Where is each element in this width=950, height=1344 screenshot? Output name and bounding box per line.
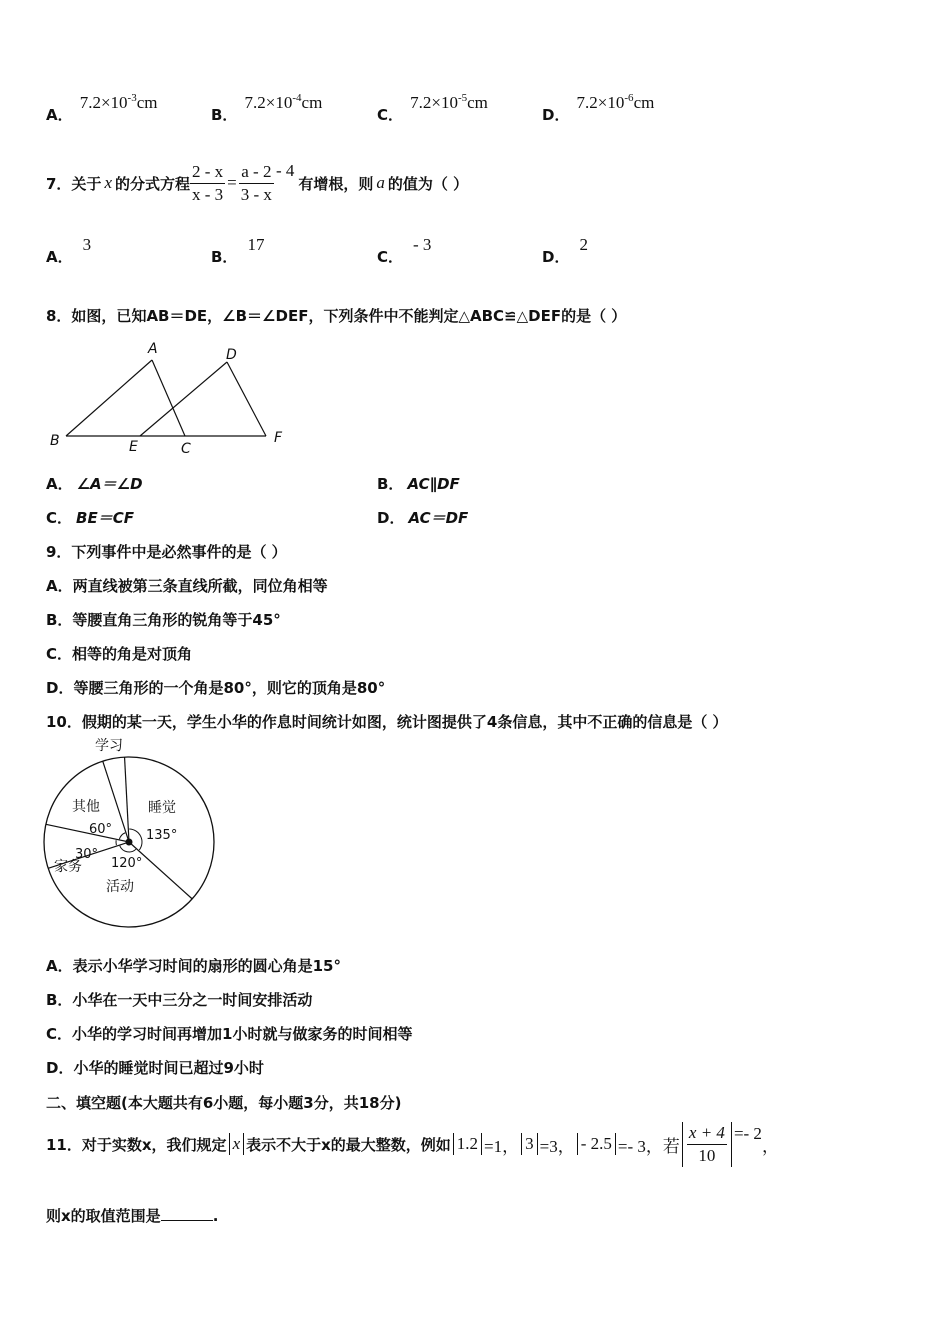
q7-option-c[interactable]: C．- 3 xyxy=(377,235,432,266)
q8-triangle-figure xyxy=(40,335,300,460)
unit: cm xyxy=(633,93,655,112)
line-ac xyxy=(152,360,185,436)
angle-label-activity: 120° xyxy=(111,856,143,871)
exponent: -5 xyxy=(457,92,468,104)
option-letter: C． xyxy=(377,106,404,124)
answer-blank[interactable] xyxy=(161,1206,213,1221)
q8-option-d[interactable]: D． AC＝DF xyxy=(377,509,469,527)
q10-option-d[interactable]: D．小华的睡觉时间已超过9小时 xyxy=(46,1059,264,1077)
q10-option-b[interactable]: B．小华在一天中三分之一时间安排活动 xyxy=(46,991,313,1009)
point-label-c: C xyxy=(181,441,191,457)
fraction-2: $\frac{a - 2}{3 - x}$ xyxy=(240,161,272,204)
line-df xyxy=(227,362,266,436)
option-letter: A． xyxy=(46,106,73,124)
point-label-a: A xyxy=(148,341,158,357)
q9-option-c[interactable]: C．相等的角是对顶角 xyxy=(46,645,193,663)
section-2-heading: 二、填空题(本大题共有6小题，每小题3分，共18分) xyxy=(46,1094,402,1112)
q8-option-a[interactable]: A． ∠A＝∠D xyxy=(46,475,143,493)
q7-stem: 7．关于 x 的分式方程 $\frac{2 - x}{x - 3}$ = $\frac{a - 2}{3 - x}$ - 4 有增根，则 a 的值为（ ） xyxy=(46,161,469,204)
q10-stem: 10．假期的某一天，学生小华的作息时间统计如图，统计图提供了4条信息，其中不正确的信息是（ ） xyxy=(46,713,728,731)
unit: cm xyxy=(301,93,323,112)
q8-option-b[interactable]: B． AC∥DF xyxy=(377,475,460,493)
var-x: x xyxy=(104,173,112,192)
floor-x: x xyxy=(229,1133,245,1155)
option-letter: B． xyxy=(211,106,238,124)
angle-label-sleep: 135° xyxy=(146,828,178,843)
q9-option-a[interactable]: A．两直线被第三条直线所截，同位角相等 xyxy=(46,577,328,595)
pie-label-activity: 活动 xyxy=(106,879,134,895)
fraction-1: $\frac{2 - x}{x - 3}$ xyxy=(192,161,224,204)
floor-example-1: 1.2 xyxy=(453,1133,482,1155)
q9-option-b[interactable]: B．等腰直角三角形的锐角等于45° xyxy=(46,611,281,629)
unit: cm xyxy=(136,93,158,112)
mantissa: 7.2×10 xyxy=(79,93,128,112)
exponent: -3 xyxy=(127,92,137,104)
pie-slice-boundary-其他 xyxy=(46,824,129,842)
var-a: a xyxy=(376,173,385,192)
pie-label-chores: 家务 xyxy=(54,859,82,875)
mantissa: 7.2×10 xyxy=(576,93,625,112)
mantissa: 7.2×10 xyxy=(410,93,458,112)
pie-angle-arc-其他 xyxy=(119,833,125,840)
point-label-b: B xyxy=(50,433,60,449)
line-ba xyxy=(66,360,152,436)
angle-label-other: 60° xyxy=(89,822,113,837)
point-label-f: F xyxy=(274,430,283,446)
point-label-d: D xyxy=(226,347,237,363)
floor-example-2: 3 xyxy=(521,1133,538,1155)
q10-option-a[interactable]: A．表示小华学习时间的扇形的圆心角是15° xyxy=(46,957,341,975)
q11-stem: 11．对于实数x，我们规定 x 表示不大于x的最大整数，例如 1.2 =1， 3 =3， - 2.5 =- 3，若 $\frac{x + 4}{10}$ =- 2 ， xyxy=(46,1122,779,1165)
angle-label-chores: 30° xyxy=(75,847,99,862)
floor-example-3: - 2.5 xyxy=(577,1133,616,1155)
point-label-e: E xyxy=(129,439,138,455)
pie-label-sleep: 睡觉 xyxy=(148,800,176,816)
mantissa: 7.2×10 xyxy=(244,93,293,112)
q7-option-a[interactable]: A．3 xyxy=(46,235,92,266)
floor-fraction: $\frac{x + 4}{10}$ xyxy=(682,1122,732,1167)
exponent: -4 xyxy=(292,92,302,104)
pie-label-study: 学习 xyxy=(95,738,123,754)
pie-label-other: 其他 xyxy=(72,799,100,815)
q8-option-c[interactable]: C． BE＝CF xyxy=(46,509,134,527)
option-letter: D． xyxy=(542,106,570,124)
q7-option-b[interactable]: B．17 xyxy=(211,235,265,266)
q9-stem: 9．下列事件中是必然事件的是（ ） xyxy=(46,543,287,561)
exponent: -6 xyxy=(624,92,634,104)
q9-option-d[interactable]: D．等腰三角形的一个角是80°，则它的顶角是80° xyxy=(46,679,386,697)
pie-center xyxy=(126,839,133,846)
unit: cm xyxy=(467,93,488,112)
line-ed xyxy=(140,362,227,436)
q11-line-2: 则x的取值范围是 . xyxy=(46,1207,219,1225)
q7-option-d[interactable]: D．2 xyxy=(542,235,588,266)
q10-option-c[interactable]: C．小华的学习时间再增加1小时就与做家务的时间相等 xyxy=(46,1025,413,1043)
q8-stem: 8．如图，已知AB＝DE，∠B＝∠DEF，下列条件中不能判定△ABC≌△DEF的是（ ） xyxy=(46,307,627,325)
q10-pie-chart xyxy=(40,735,225,930)
